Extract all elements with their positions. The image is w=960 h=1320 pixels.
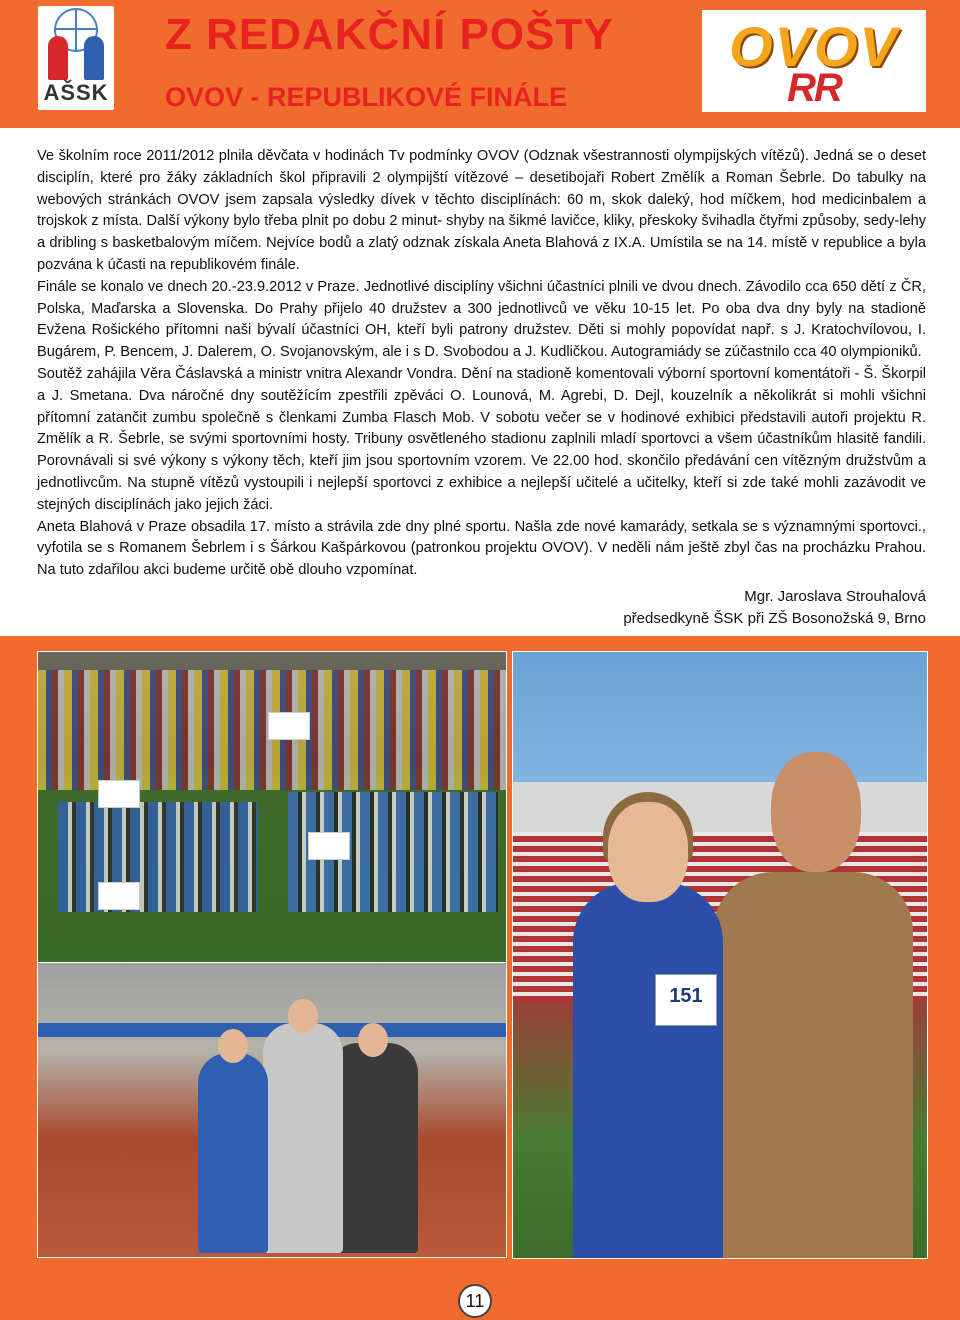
signature-name: Mgr. Jaroslava Strouhalová [744,588,926,605]
signature [623,586,926,630]
article-paragraph: Soutěž zahájila Věra Čáslavská a ministr vnitra Alexandr Vondra. Dění na stadioně komentovali výborní sportovní komentátoři - Š. Škorpil a J. Smetana. Dva náročné dny soutěžícím zpestřili zpěváci O. Lounová, M. Agrebi, D. Dejl, kouzelník a několikrát si mohli všichni přítomní zatančit zumbu společně s členkami Zumba Flasch Mob. V sobotu večer se v hodinové exhibici představili autoři projektu R. Změlík a R. Šebrle, se svými sportovními hosty. Tribuny osvětleného stadionu zaplnili mladí sportovci a všem účastníkům hlasitě fandili. Porovnávali si své výkony s výkony těch, kteří jim jsou sportovním vzorem. Ve 22.00 hod. skončilo předávání cen vítězným družstvům a jednotlivcům. Na stupně vítězů vystoupili i nejlepší sportovci z exhibice a nejlepší učitelé a učitelky, kteří si zde také mohli zazávodit ve stejných disciplínách jako jejich žáci. [37,365,926,513]
ovov-logo [702,10,926,112]
team-sign [268,712,310,740]
article-paragraph: Aneta Blahová v Praze obsadila 17. místo a strávila zde dny plné sportu. Našla zde nové kamarády, setkala se s významnými sportovci., vyfotila se s Romanem Šebrlem i s Šárkou Kašpárkovou (patronkou projektu OVOV). V neděli nám ještě zbyl čas na procházku Prahou. Na tuto zdařilou akci budeme určitě obě dlouho vzpomínat. [37,518,926,579]
article-body [37,146,926,582]
portrait-photo [512,651,928,1259]
page-title: Z REDAKČNÍ POŠTY [165,10,614,59]
article-paragraph: Finále se konalo ve dnech 20.-23.9.2012 v Praze. Jednotlivé disciplíny všichni účastníci plnili ve dvou dnech. Závodilo cca 650 dětí z ČR, Polska, Maďarska a Slovenska. Do Prahy přijelo 40 družstev a 300 jednotlivců ve věku 10-15 let. Po oba dva dny byly na stadioně Evžena Rošického přítomni naši bývalí účastníci OH, kteří byli patrony družstev. Děti si mohly popovídat např. s J. Kratochvílovou, I. Bugárem, P. Bencem, J. Dalerem, O. Svojanovským, ale i s D. Svobodou a J. Kudličkou. Autogramiády se zúčastnilo cca 40 olympioniků. [37,278,926,361]
header-banner [0,0,960,128]
figure-icon [84,36,104,80]
group-photo [37,962,507,1258]
team-sign [308,832,350,860]
page-number: 11 [458,1284,492,1318]
article-paragraph: Ve školním roce 2011/2012 plnila děvčata v hodinách Tv podmínky OVOV (Odznak všestrannosti olympijských vítězů). Jedná se o deset disciplín, které pro žáky základních škol připravili 2 olympijští vítězové – desetibojaři Robert Změlík a Roman Šebrle. Do tabulky na webových stránkách OVOV jsem zapsala výsledky dívek v těchto disciplínách: 60 m, skok daleký, hod míčkem, hod medicinbalem a trojskok z místa. Další výkony bylo třeba plnit po dobu 2 minut- shyby na šikmé lavičce, kliky, přeskoky švihadla čtyřmi způsoby, sedy-lehy a dribling s basketbalovým míčem. Nejvíce bodů a zlatý odznak získala Aneta Blahová z IX.A. Umístila se na 14. místě v republice a byla pozvána k účasti na republikovém finále. [37,148,926,273]
parade-photo [37,651,507,963]
race-bib [655,974,717,1026]
bib-number: 151 [669,985,703,1007]
ovov-logo-text: OVOV [729,15,899,78]
team-sign [98,882,140,910]
team-sign [98,780,140,808]
ovov-logo-mark: RR [787,66,841,110]
figure-icon [48,36,68,80]
assk-logo [38,6,114,110]
assk-logo-text: AŠSK [43,80,109,105]
page-subtitle: OVOV - REPUBLIKOVÉ FINÁLE [165,82,568,112]
signature-role: předsedkyně ŠSK při ZŠ Bosonožská 9, Brno [623,610,926,627]
